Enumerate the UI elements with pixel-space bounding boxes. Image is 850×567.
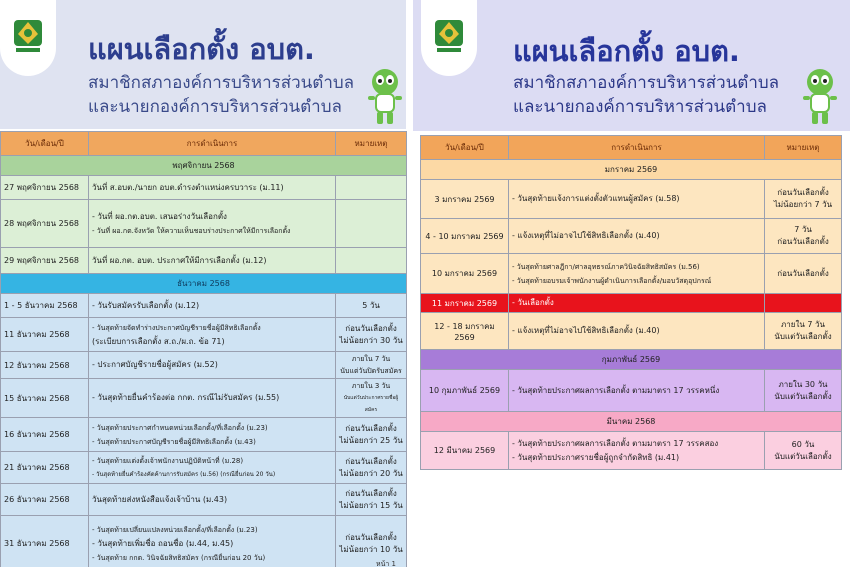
table-row bbox=[421, 219, 842, 254]
row-action: - วันสุดท้ายยื่นคำร้องต่อ กกต. กรณีไม่รับสมัคร (ม.55) bbox=[89, 379, 336, 418]
row-note bbox=[765, 294, 842, 313]
month-label: มกราคม 2569 bbox=[421, 160, 842, 180]
note-line: ก่อนวันเลือกตั้ง bbox=[345, 456, 397, 466]
note-line: 7 วัน bbox=[794, 225, 812, 234]
poster-subtitle bbox=[513, 71, 779, 119]
note-line: ภายใน 3 วัน bbox=[351, 382, 391, 390]
row-action bbox=[89, 516, 336, 567]
row-note bbox=[765, 370, 842, 412]
note-line: ภายใน 30 วัน bbox=[778, 379, 828, 389]
row-note bbox=[765, 313, 842, 350]
poster-subtitle bbox=[88, 71, 354, 119]
note-line: นับแต่วันปิดรับสมัคร bbox=[340, 367, 402, 375]
action-line: (ระเบียบการเลือกตั้ง ส.ถ./ผ.ถ. ข้อ 71) bbox=[92, 336, 225, 346]
month-row-march bbox=[421, 412, 842, 432]
table-row-election-day bbox=[421, 294, 842, 313]
row-date: 27 พฤศจิกายน 2568 bbox=[1, 176, 89, 200]
action-line: - วันที่ ผอ.กต.อบต. เสนอร่างวันเลือกตั้ง bbox=[92, 211, 227, 221]
row-note bbox=[336, 452, 407, 484]
table-row bbox=[1, 379, 407, 418]
header-date: วัน/เดือน/ปี bbox=[421, 136, 509, 160]
row-date: 10 กุมภาพันธ์ 2569 bbox=[421, 370, 509, 412]
table-row bbox=[1, 176, 407, 200]
action-line: - วันสุดท้ายเพิ่มชื่อ ถอนชื่อ (ม.44, ม.45) bbox=[92, 538, 234, 548]
header-date: วัน/เดือน/ปี bbox=[1, 132, 89, 156]
month-row-february bbox=[421, 350, 842, 370]
right-schedule-table bbox=[420, 135, 842, 470]
poster-title: แผนเลือกตั้ง อบต. bbox=[513, 34, 740, 68]
emblem-logo-icon bbox=[421, 0, 477, 76]
row-action: วันที่ ส.อบต./นายก อบต.ดำรงตำแหน่งครบวาระ (ม.11) bbox=[89, 176, 336, 200]
table-row bbox=[1, 294, 407, 318]
action-line: - วันที่ ผอ.กต.จังหวัด ให้ความเห็นชอบร่างประกาศให้มีการเลือกตั้ง bbox=[92, 226, 291, 235]
row-date: 3 มกราคม 2569 bbox=[421, 180, 509, 219]
row-date: 12 - 18 มกราคม 2569 bbox=[421, 313, 509, 350]
poster-header bbox=[413, 0, 850, 131]
row-note: ก่อนวันเลือกตั้ง bbox=[765, 254, 842, 294]
month-label: พฤศจิกายน 2568 bbox=[1, 156, 407, 176]
row-action bbox=[509, 254, 765, 294]
header-action: การดำเนินการ bbox=[89, 132, 336, 156]
action-line: - วันสุดท้ายประกาศกำหนดหน่วยเลือกตั้ง/ที่เลือกตั้ง (ม.23) bbox=[92, 423, 268, 432]
row-action: วันที่ ผอ.กต. อบต. ประกาศให้มีการเลือกตั้ง (ม.12) bbox=[89, 248, 336, 274]
month-row-december bbox=[1, 274, 407, 294]
action-line: - วันสุดท้ายยื่นคำร้องคัดค้านการรับสมัคร (ม.56) (กรณียื่นก่อน 20 วัน) bbox=[92, 470, 276, 478]
row-action: - วันสุดท้ายประกาศผลการเลือกตั้ง ตามมาตรา 17 วรรคหนึ่ง bbox=[509, 370, 765, 412]
action-line: - วันสุดท้ายอบรมเจ้าพนักงานผู้ดำเนินการเลือกตั้ง/มอบวัสดุอุปกรณ์ bbox=[512, 276, 712, 285]
row-date: 16 ธันวาคม 2568 bbox=[1, 418, 89, 452]
note-line: ก่อนวันเลือกตั้ง bbox=[777, 237, 829, 246]
action-line: - วันสุดท้ายประกาศรายชื่อผู้ถูกจำกัดสิทธิ (ม.41) bbox=[512, 452, 680, 462]
row-date: 4 - 10 มกราคม 2569 bbox=[421, 219, 509, 254]
row-date: 21 ธันวาคม 2568 bbox=[1, 452, 89, 484]
row-date: 10 มกราคม 2569 bbox=[421, 254, 509, 294]
note-line: ไม่น้อยกว่า 20 วัน bbox=[339, 468, 403, 478]
row-date: 1 - 5 ธันวาคม 2568 bbox=[1, 294, 89, 318]
row-note bbox=[765, 180, 842, 219]
row-action: วันสุดท้ายส่งหนังสือแจ้งเจ้าบ้าน (ม.43) bbox=[89, 484, 336, 516]
table-row bbox=[421, 432, 842, 470]
emblem-logo-icon bbox=[0, 0, 56, 76]
subtitle-line-2: และนายกองค์การบริหารส่วนตำบล bbox=[513, 97, 767, 117]
table-row bbox=[421, 313, 842, 350]
row-action bbox=[89, 200, 336, 248]
row-action bbox=[89, 418, 336, 452]
row-action bbox=[89, 318, 336, 352]
row-action bbox=[89, 452, 336, 484]
row-note: 5 วัน bbox=[336, 294, 407, 318]
row-date: 28 พฤศจิกายน 2568 bbox=[1, 200, 89, 248]
action-line: - วันสุดท้ายประกาศบัญชีรายชื่อผู้มีสิทธิเลือกตั้ง (ม.43) bbox=[92, 437, 256, 446]
header-note: หมายเหตุ bbox=[336, 132, 407, 156]
note-line: ไม่น้อยกว่า 30 วัน bbox=[339, 335, 403, 345]
table-row bbox=[1, 516, 407, 567]
row-note bbox=[336, 318, 407, 352]
left-schedule-table bbox=[0, 131, 407, 567]
row-action: - แจ้งเหตุที่ไม่อาจไปใช้สิทธิเลือกตั้ง (ม.40) bbox=[509, 219, 765, 254]
subtitle-line-1: สมาชิกสภาองค์การบริหารส่วนตำบล bbox=[88, 73, 355, 93]
note-line: 60 วัน bbox=[791, 439, 815, 449]
note-line: ไม่น้อยกว่า 10 วัน bbox=[339, 544, 403, 554]
row-date: 29 พฤศจิกายน 2568 bbox=[1, 248, 89, 274]
table-row bbox=[1, 200, 407, 248]
month-label: มีนาคม 2568 bbox=[421, 412, 842, 432]
row-date: 12 ธันวาคม 2568 bbox=[1, 352, 89, 379]
action-line: - วันสุดท้ายประกาศผลการเลือกตั้ง ตามมาตรา 17 วรรคสอง bbox=[512, 438, 719, 448]
row-note bbox=[336, 379, 407, 418]
row-note bbox=[336, 248, 407, 274]
table-row bbox=[1, 318, 407, 352]
row-note bbox=[336, 352, 407, 379]
table-row bbox=[421, 370, 842, 412]
page-number: หน้า 1 bbox=[376, 560, 397, 567]
action-line: - วันสุดท้ายศาลฎีกา/ศาลอุทธรณ์ภาควินิจฉัยสิทธิสมัคร (ม.56) bbox=[512, 262, 700, 271]
row-date: 26 ธันวาคม 2568 bbox=[1, 484, 89, 516]
poster-header bbox=[0, 0, 406, 129]
month-row-november bbox=[1, 156, 407, 176]
header-note: หมายเหตุ bbox=[765, 136, 842, 160]
month-label: กุมภาพันธ์ 2569 bbox=[421, 350, 842, 370]
row-action: - แจ้งเหตุที่ไม่อาจไปใช้สิทธิเลือกตั้ง (ม.40) bbox=[509, 313, 765, 350]
note-line: ก่อนวันเลือกตั้ง bbox=[777, 188, 829, 197]
table-row bbox=[1, 484, 407, 516]
note-line: นับแต่วันเลือกตั้ง bbox=[774, 332, 832, 341]
month-label: ธันวาคม 2568 bbox=[1, 274, 407, 294]
mascot-icon bbox=[801, 66, 839, 126]
row-note bbox=[336, 418, 407, 452]
note-line: ภายใน 7 วัน bbox=[351, 355, 391, 363]
table-row bbox=[421, 180, 842, 219]
note-line: นับแต่วันเลือกตั้ง bbox=[774, 451, 832, 461]
note-line: ไม่น้อยกว่า 7 วัน bbox=[773, 200, 833, 209]
row-note bbox=[765, 219, 842, 254]
table-row bbox=[1, 418, 407, 452]
row-note bbox=[336, 200, 407, 248]
note-line: ไม่น้อยกว่า 25 วัน bbox=[339, 435, 403, 445]
table-header-row bbox=[1, 132, 407, 156]
row-date: 12 มีนาคม 2569 bbox=[421, 432, 509, 470]
row-action bbox=[509, 432, 765, 470]
table-row bbox=[421, 254, 842, 294]
row-action: - วันเลือกตั้ง bbox=[509, 294, 765, 313]
mascot-icon bbox=[366, 66, 404, 126]
poster-title: แผนเลือกตั้ง อบต. bbox=[88, 32, 315, 66]
row-action: - วันรับสมัครรับเลือกตั้ง (ม.12) bbox=[89, 294, 336, 318]
row-note bbox=[765, 432, 842, 470]
table-row bbox=[1, 248, 407, 274]
row-date: 31 ธันวาคม 2568 bbox=[1, 516, 89, 567]
note-line: ก่อนวันเลือกตั้ง bbox=[345, 323, 397, 333]
subtitle-line-1: สมาชิกสภาองค์การบริหารส่วนตำบล bbox=[513, 73, 780, 93]
row-action: - วันสุดท้ายแจ้งการแต่งตั้งตัวแทนผู้สมัคร (ม.58) bbox=[509, 180, 765, 219]
subtitle-line-2: และนายกองค์การบริหารส่วนตำบล bbox=[88, 97, 342, 117]
action-line: - วันสุดท้าย กกต. วินิจฉัยสิทธิสมัคร (กรณียื่นก่อน 20 วัน) bbox=[92, 553, 266, 562]
note-line: นับแต่วันเลือกตั้ง bbox=[774, 391, 832, 401]
row-note bbox=[336, 176, 407, 200]
action-line: - วันสุดท้ายแต่งตั้งเจ้าพนักงานปฏิบัติหน้าที่ (ม.28) bbox=[92, 456, 244, 465]
row-date: 11 ธันวาคม 2568 bbox=[1, 318, 89, 352]
note-line: ก่อนวันเลือกตั้ง bbox=[345, 488, 397, 498]
action-line: - วันสุดท้ายจัดทำร่างประกาศบัญชีรายชื่อผู้มีสิทธิเลือกตั้ง bbox=[92, 323, 261, 332]
table-row bbox=[1, 452, 407, 484]
row-date: 11 มกราคม 2569 bbox=[421, 294, 509, 313]
row-action: - ประกาศบัญชีรายชื่อผู้สมัคร (ม.52) bbox=[89, 352, 336, 379]
note-line: นับแต่วันประกาศรายชื่อผู้สมัคร bbox=[343, 395, 399, 413]
row-note bbox=[336, 484, 407, 516]
note-line: ภายใน 7 วัน bbox=[781, 320, 825, 329]
row-date: 15 ธันวาคม 2568 bbox=[1, 379, 89, 418]
note-line: ก่อนวันเลือกตั้ง bbox=[345, 532, 397, 542]
header-action: การดำเนินการ bbox=[509, 136, 765, 160]
note-line: ก่อนวันเลือกตั้ง bbox=[345, 423, 397, 433]
month-row-january bbox=[421, 160, 842, 180]
note-line: ไม่น้อยกว่า 15 วัน bbox=[339, 500, 403, 510]
table-row bbox=[1, 352, 407, 379]
action-line: - วันสุดท้ายเปลี่ยนแปลงหน่วยเลือกตั้ง/ที่เลือกตั้ง (ม.23) bbox=[92, 525, 258, 534]
table-header-row bbox=[421, 136, 842, 160]
